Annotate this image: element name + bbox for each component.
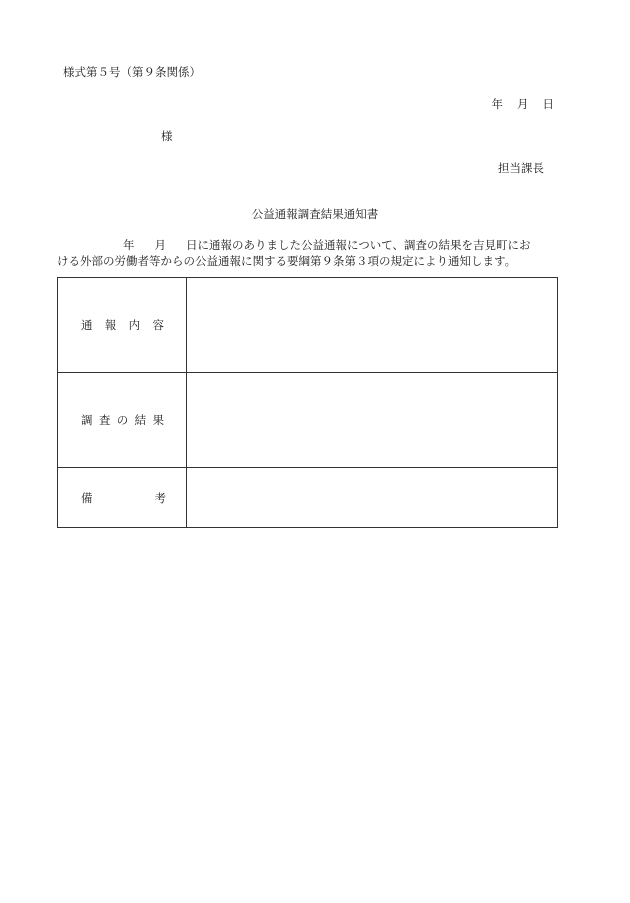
label-char: 査 [98,413,111,427]
label-char: 考 [154,490,166,505]
body-line-2: ける外部の労働者等からの公益通報に関する要綱第９条第３項の規定により通知します。 [57,254,517,268]
form-number: 様式第５号（第９条関係） [63,65,201,79]
label-char: 結 [134,413,147,427]
body-month-label: 月 [154,238,166,252]
label-cell-investigation-result [58,373,187,468]
label-cell-remarks [58,468,187,528]
table-row-report-content [58,278,558,373]
date-day-label: 日 [542,97,554,111]
label-char: の [116,413,129,427]
label-char: 通 [81,318,93,332]
table-row-investigation-result [58,373,558,468]
label-char: 備 [81,490,93,505]
label-char: 報 [104,318,117,332]
label-investigation-result [58,412,186,428]
date-month-label: 月 [517,97,529,111]
result-table [57,277,558,528]
label-char: 果 [152,413,164,427]
date-line [492,96,555,112]
label-char: 内 [128,318,141,332]
body-paragraph [57,237,573,269]
label-remarks [58,490,186,506]
table-row-remarks [58,468,558,528]
value-cell-report-content [187,278,558,373]
label-char: 容 [152,318,164,332]
document-title: 公益通報調査結果通知書 [251,207,379,221]
addressee-suffix: 様 [161,129,173,143]
date-year-label: 年 [491,97,503,111]
label-char: 調 [81,413,93,427]
value-cell-remarks [187,468,558,528]
sender-title: 担当課長 [498,161,544,175]
body-line-1-text: 日に通報のありました公益通報について、調査の結果を吉見町にお [186,238,531,252]
body-line-1 [57,237,573,253]
label-report-content [58,317,186,333]
body-year-label: 年 [123,238,135,252]
label-cell-report-content [58,278,187,373]
value-cell-investigation-result [187,373,558,468]
